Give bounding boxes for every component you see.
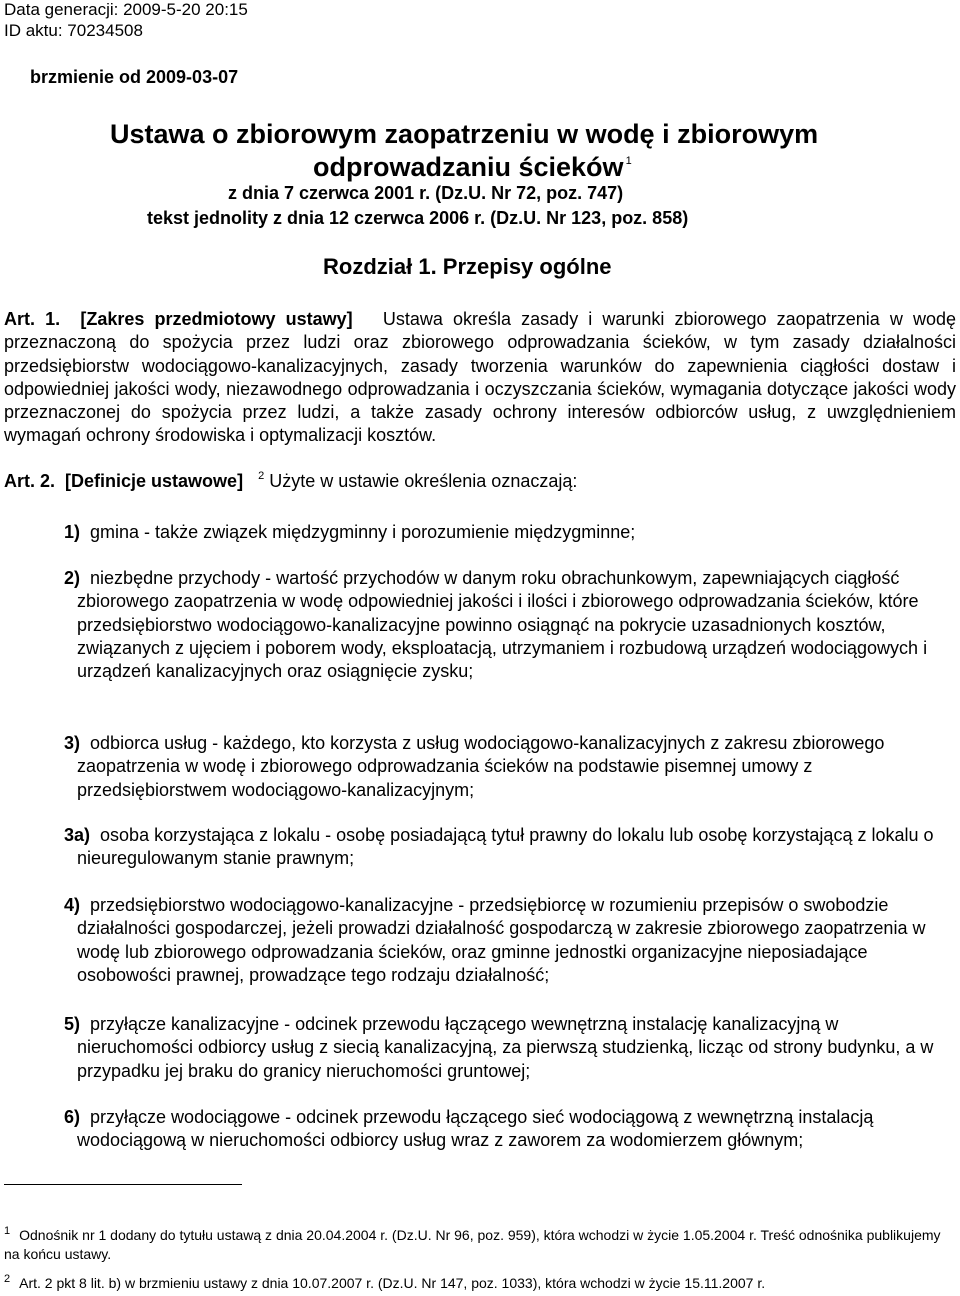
definition-item xyxy=(64,521,944,544)
item-number: 5) xyxy=(64,1014,81,1034)
footnote-1 xyxy=(4,1222,944,1263)
item-number: 3a) xyxy=(64,825,91,845)
act-title-line-2 xyxy=(313,152,632,183)
item-text: niezbędne przychody - wartość przychodów w danym roku obrachunkowym, zapewniających ciągłość zbiorowego zaopatrzenia w wodę odpowiedniej jakości i ilości i zbiorowego odprowadzania ścieków, które przedsiębiorstwo wodociągowo-kanalizacyjne powinno osiągnąć na pokrycie uzasadnionych kosztów, związanych z ujęciem i poborem wody, eksploatacją, utrzymaniem i rozbudową urządzeń wodociągowych i urządzeń kanalizacyjnych oraz osiągnięcie zysku; xyxy=(77,568,928,682)
definition-item xyxy=(64,824,944,871)
article-2-heading: [Definicje ustawowe] xyxy=(65,471,244,491)
footnote-2 xyxy=(4,1270,944,1293)
footnote-text: Art. 2 pkt 8 lit. b) w brzmieniu ustawy z dnia 10.07.2007 r. (Dz.U. Nr 147, poz. 1033), która wchodzi w życie 15.11.2007 r. xyxy=(19,1275,766,1291)
footnote-mark: 2 xyxy=(4,1273,11,1285)
footnote-text: Odnośnik nr 1 dodany do tytułu ustawą z dnia 20.04.2004 r. (Dz.U. Nr 96, poz. 959), która wchodzi w życie 1.05.2004 r. Treść odnośnika publikujemy na końcu ustawy. xyxy=(4,1227,941,1262)
generation-date: Data generacji: 2009-5-20 20:15 xyxy=(4,0,248,19)
item-number: 2) xyxy=(64,568,81,588)
definition-item xyxy=(64,1013,944,1083)
article-2-header xyxy=(4,470,577,492)
item-text: przyłącze kanalizacyjne - odcinek przewodu łączącego wewnętrzną instalację kanalizacyjną w nieruchomości odbiorcy usług z siecią kanalizacyjną, za pierwszą studzienką, licząc od strony budynku, a w przypadku jej braku do granicy nieruchomości gruntowej; xyxy=(77,1014,934,1081)
act-date-line: z dnia 7 czerwca 2001 r. (Dz.U. Nr 72, poz. 747) xyxy=(228,183,624,203)
act-title-text: odprowadzaniu ścieków xyxy=(313,152,624,182)
item-text: przedsiębiorstwo wodociągowo-kanalizacyjne - przedsiębiorcę w rozumieniu przepisów o swobodzie działalności gospodarczej, jeżeli prowadzi działalność gospodarczą w zakresie zbiorowego zaopatrzenia w wodę lub zbiorowego odprowadzania ścieków, oraz gminne jednostki organizacyjne nieposiadające osobowości prawnej, prowadzące tego rodzaju działalność; xyxy=(77,895,926,985)
article-2-label: Art. 2. xyxy=(4,471,56,491)
item-text: osoba korzystająca z lokalu - osobę posiadającą tytuł prawny do lokalu lub osobę korzystającą z lokalu o nieuregulowanym stanie prawnym; xyxy=(77,825,934,869)
footnote-separator xyxy=(4,1184,242,1185)
item-number: 1) xyxy=(64,522,81,542)
definition-item xyxy=(64,1106,904,1153)
article-1-label: Art. 1. xyxy=(4,309,61,329)
act-id: ID aktu: 70234508 xyxy=(4,21,143,40)
footnote-ref-1[interactable]: 1 xyxy=(625,155,632,167)
item-text: przyłącze wodociągowe - odcinek przewodu łączącego sieć wodociągową z wewnętrzną instalacją wodociągową w nieruchomości odbiorcy usług wraz z zaworem za wodomierzem głównym; xyxy=(77,1107,874,1151)
item-number: 4) xyxy=(64,895,81,915)
item-text: odbiorca usług - każdego, kto korzysta z usług wodociągowo-kanalizacyjnych z zakresu zbiorowego zaopatrzenia w wodę i zbiorowego odprowadzania ścieków na podstawie pisemnej umowy z przedsiębiorstwem wodociągowo-kanalizacyjnym; xyxy=(77,733,885,800)
act-title-line-1: Ustawa o zbiorowym zaopatrzeniu w wodę i zbiorowym xyxy=(110,119,819,149)
article-2-intro: Użyte w ustawie określenia oznaczają: xyxy=(269,471,578,491)
item-number: 3) xyxy=(64,733,81,753)
item-text: gmina - także związek międzygminny i porozumienie międzygminne; xyxy=(90,522,636,542)
article-1-heading: [Zakres przedmiotowy ustawy] xyxy=(80,309,353,329)
definition-item xyxy=(64,732,944,802)
footnote-mark: 1 xyxy=(4,1225,11,1237)
definition-item xyxy=(64,567,939,683)
footnote-ref-2[interactable]: 2 xyxy=(258,470,265,482)
item-number: 6) xyxy=(64,1107,81,1127)
version-date: brzmienie od 2009-03-07 xyxy=(30,67,239,87)
article-1-text: Ustawa określa zasady i warunki zbiorowego zaopatrzenia w wodę przeznaczoną do spożycia przez ludzi oraz zbiorowego odprowadzania ścieków, w tym zasady działalności przedsiębiorstw wodociągowo-kanalizacyjnych, zasady tworzenia warunków do zapewnienia ciągłości dostaw i odpowiedniej jakości wody, niezawodnego odprowadzania i oczyszczania ścieków, wymagania dotyczące jakości wody przeznaczonej do spożycia przez ludzi, a także zasady ochrony interesów odbiorców usług, z uwzględnieniem wymagań ochrony środowiska i optymalizacji kosztów. xyxy=(4,309,956,446)
article-1 xyxy=(4,308,956,448)
chapter-heading: Rozdział 1. Przepisy ogólne xyxy=(323,254,612,279)
consolidated-text-line: tekst jednolity z dnia 12 czerwca 2006 r. (Dz.U. Nr 123, poz. 858) xyxy=(147,208,689,228)
definition-item xyxy=(64,894,944,987)
